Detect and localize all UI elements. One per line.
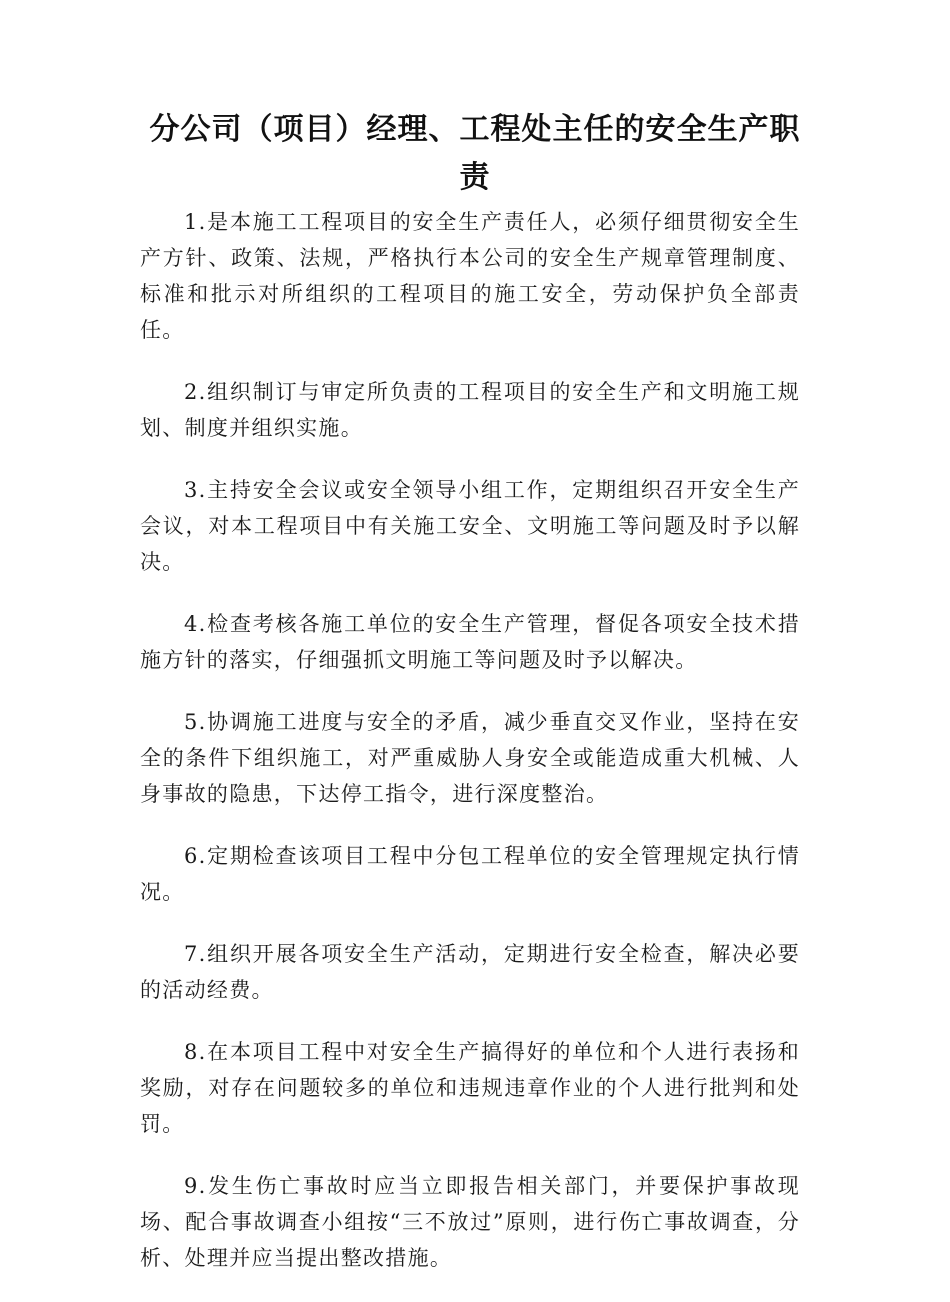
paragraph-2: 2.组织制订与审定所负责的工程项目的安全生产和文明施工规划、制度并组织实施。	[140, 380, 800, 440]
paragraph-7: 7.组织开展各项安全生产活动，定期进行安全检查，解决必要的活动经费。	[140, 942, 800, 1002]
paragraph-5: 5.协调施工进度与安全的矛盾，减少垂直交叉作业，坚持在安全的条件下组织施工，对严重威胁人身安全或能造成重大机械、人身事故的隐患，下达停工指令，进行深度整治。	[140, 710, 800, 806]
paragraph-6: 6.定期检查该项目工程中分包工程单位的安全管理规定执行情况。	[140, 844, 800, 904]
paragraph-8: 8.在本项目工程中对安全生产搞得好的单位和个人进行表扬和奖励，对存在问题较多的单位和违规违章作业的个人进行批判和处罚。	[140, 1040, 800, 1136]
document-body	[140, 204, 800, 1302]
paragraph-3: 3.主持安全会议或安全领导小组工作，定期组织召开安全生产会议，对本工程项目中有关施工安全、文明施工等问题及时予以解决。	[140, 478, 800, 574]
paragraph-4: 4.检查考核各施工单位的安全生产管理，督促各项安全技术措施方针的落实，仔细强抓文明施工等问题及时予以解决。	[140, 612, 800, 672]
document-title: 分公司（项目）经理、工程处主任的安全生产职责	[149, 112, 801, 195]
paragraph-1: 1.是本施工工程项目的安全生产责任人，必须仔细贯彻安全生产方针、政策、法规，严格执行本公司的安全生产规章管理制度、标准和批示对所组织的工程项目的施工安全，劳动保护负全部责任。	[140, 210, 800, 342]
paragraph-9: 9.发生伤亡事故时应当立即报告相关部门，并要保护事故现场、配合事故调查小组按“三不放过”原则，进行伤亡事故调查，分析、处理并应当提出整改措施。	[140, 1174, 800, 1270]
